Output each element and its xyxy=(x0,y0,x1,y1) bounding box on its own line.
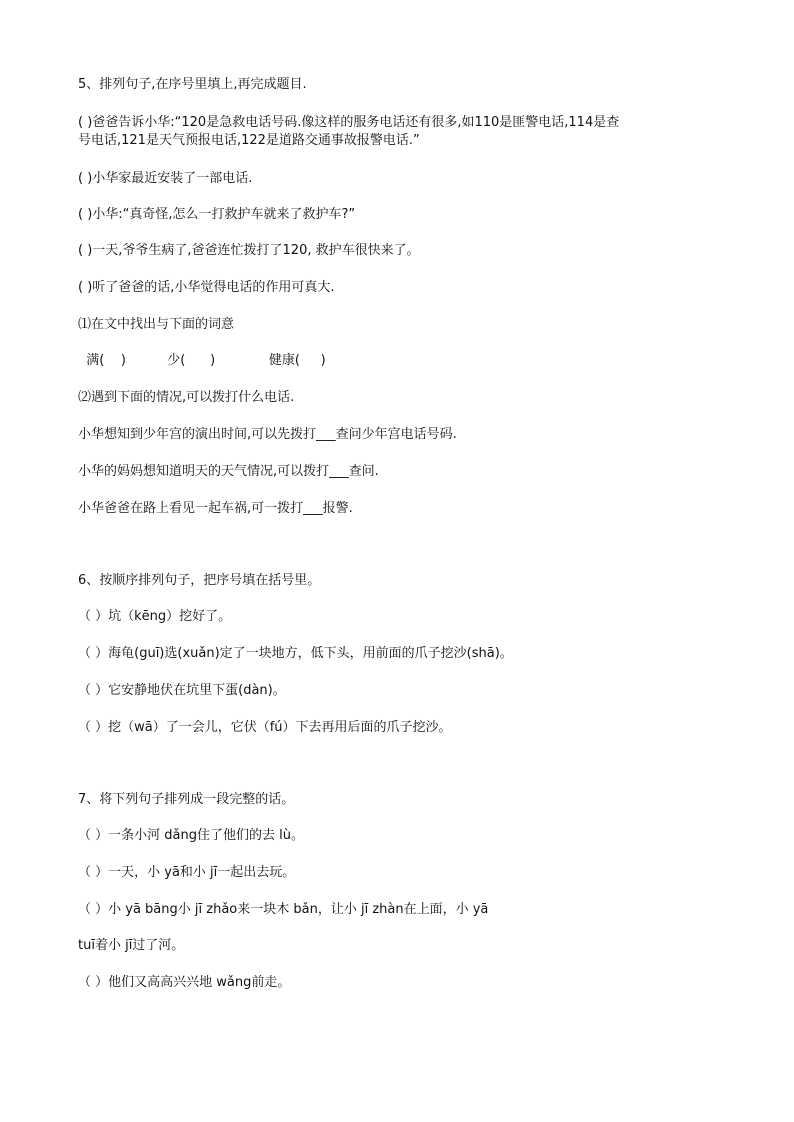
q5-sentence-1-line-1: ( )爸爸告诉小华:“120是急救电话号码.像这样的服务电话还有很多,如110是匪警电话,114是查 xyxy=(78,115,620,130)
q6-sentence-4: （ ）挖（wā）了一会儿，它伏（fú）下去再用后面的爪子挖沙。 xyxy=(78,720,452,735)
q5-sentence-5: ( )听了爸爸的话,小华觉得电话的作用可真大. xyxy=(78,280,335,295)
q5-part2-item-c: 小华爸爸在路上看见一起车祸,可一拨打___报警. xyxy=(78,501,353,516)
q7-sentence-2: （ ）一天，小 yā和小 jī一起出去玩。 xyxy=(78,865,296,880)
q7-sentence-4: （ ）他们又高高兴兴地 wǎng前走。 xyxy=(78,975,291,990)
q7-sentence-3-line-2: tuī着小 jī过了河。 xyxy=(78,938,185,953)
q5-sentence-3: ( )小华:“真奇怪,怎么一打救护车就来了救护车?” xyxy=(78,207,356,222)
q6-sentence-1: （ ）坑（kēng）挖好了。 xyxy=(78,609,232,624)
q5-part1-words: 满( ) 少( ) 健康( ) xyxy=(78,353,326,368)
q7-sentence-1: （ ）一条小河 dǎng住了他们的去 lù。 xyxy=(78,828,304,843)
q7-title: 7、将下列句子排列成一段完整的话。 xyxy=(78,792,295,807)
q5-sentence-2: ( )小华家最近安装了一部电话. xyxy=(78,171,253,186)
q5-part2-item-a: 小华想知到少年宫的演出时间,可以先拨打___查问少年宫电话号码. xyxy=(78,427,457,442)
q5-part1-title: ⑴在文中找出与下面的词意 xyxy=(78,317,235,332)
q5-sentence-1-line-2: 号电话,121是天气预报电话,122是道路交通事故报警电话.” xyxy=(78,133,420,148)
q6-title: 6、按顺序排列句子，把序号填在括号里。 xyxy=(78,573,321,588)
q5-title: 5、排列句子,在序号里填上,再完成题目. xyxy=(78,77,307,92)
q6-sentence-2: （ ）海龟(guī)选(xuǎn)定了一块地方，低下头，用前面的爪子挖沙(shā)。 xyxy=(78,646,513,661)
q7-sentence-3-line-1: （ ）小 yā bāng小 jī zhǎo来一块木 bǎn，让小 jī zhàn在上面，小 yā xyxy=(78,902,489,917)
q5-part2-title: ⑵遇到下面的情况,可以拨打什么电话. xyxy=(78,390,295,405)
q5-sentence-4: ( )一天,爷爷生病了,爸爸连忙拨打了120, 救护车很快来了。 xyxy=(78,243,420,258)
q6-sentence-3: （ ）它安静地伏在坑里下蛋(dàn)。 xyxy=(78,683,286,698)
q5-part2-item-b: 小华的妈妈想知道明天的天气情况,可以拨打___查问. xyxy=(78,464,379,479)
